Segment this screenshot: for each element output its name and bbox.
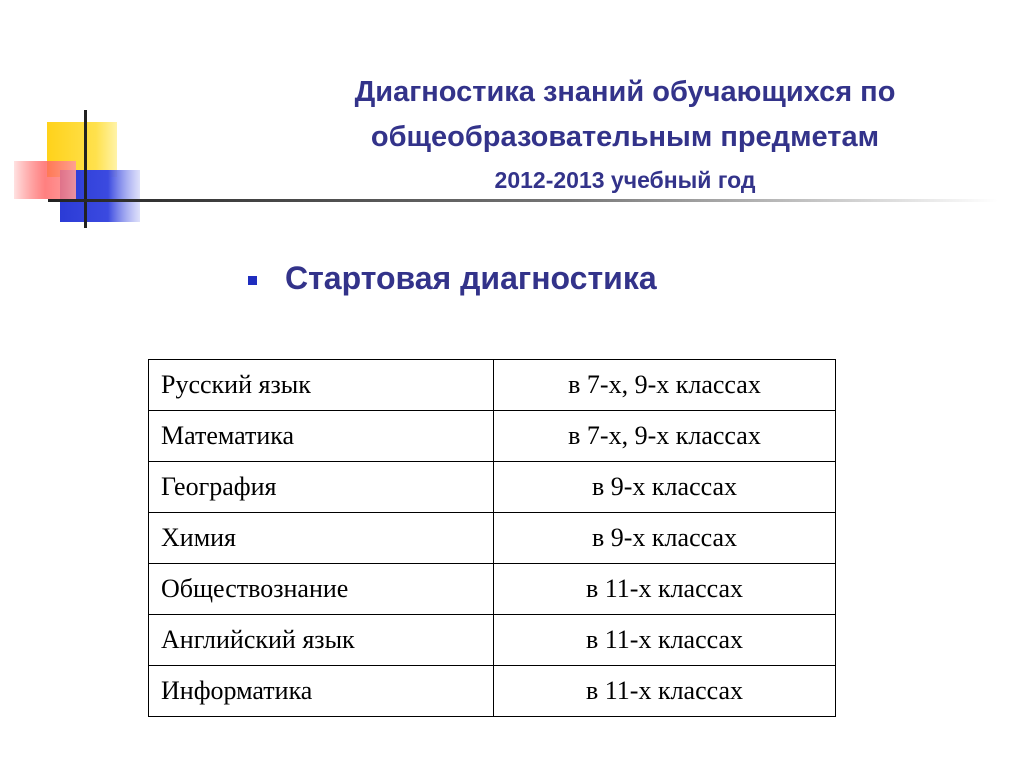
grades-cell: в 9-х классах xyxy=(494,462,836,513)
subject-cell: Обществознание xyxy=(149,564,494,615)
slide-title xyxy=(230,70,1020,196)
subject-cell: Английский язык xyxy=(149,615,494,666)
subject-cell: Математика xyxy=(149,411,494,462)
grades-cell: в 11-х классах xyxy=(494,615,836,666)
table-row xyxy=(149,462,836,513)
title-line-2: общеобразовательным предметам xyxy=(370,121,880,153)
grades-cell: в 7-х, 9-х классах xyxy=(494,360,836,411)
subject-cell: География xyxy=(149,462,494,513)
table-row xyxy=(149,615,836,666)
subjects-table xyxy=(148,359,836,717)
table-row xyxy=(149,564,836,615)
logo-horizontal-line xyxy=(48,199,998,202)
logo-vertical-line xyxy=(84,110,87,228)
title-line-1: Диагностика знаний обучающихся по xyxy=(354,76,896,108)
subject-cell: Химия xyxy=(149,513,494,564)
title-subtitle: 2012-2013 учебный год xyxy=(494,167,756,193)
table-row xyxy=(149,411,836,462)
grades-cell: в 11-х классах xyxy=(494,666,836,717)
subject-cell: Информатика xyxy=(149,666,494,717)
bullet-item xyxy=(248,258,657,298)
logo-red-square xyxy=(14,161,76,199)
bullet-text: Стартовая диагностика xyxy=(285,260,657,296)
table-row xyxy=(149,513,836,564)
bullet-square-icon xyxy=(248,276,257,285)
grades-cell: в 11-х классах xyxy=(494,564,836,615)
grades-cell: в 9-х классах xyxy=(494,513,836,564)
grades-cell: в 7-х, 9-х классах xyxy=(494,411,836,462)
table-row xyxy=(149,360,836,411)
table-row xyxy=(149,666,836,717)
subject-cell: Русский язык xyxy=(149,360,494,411)
